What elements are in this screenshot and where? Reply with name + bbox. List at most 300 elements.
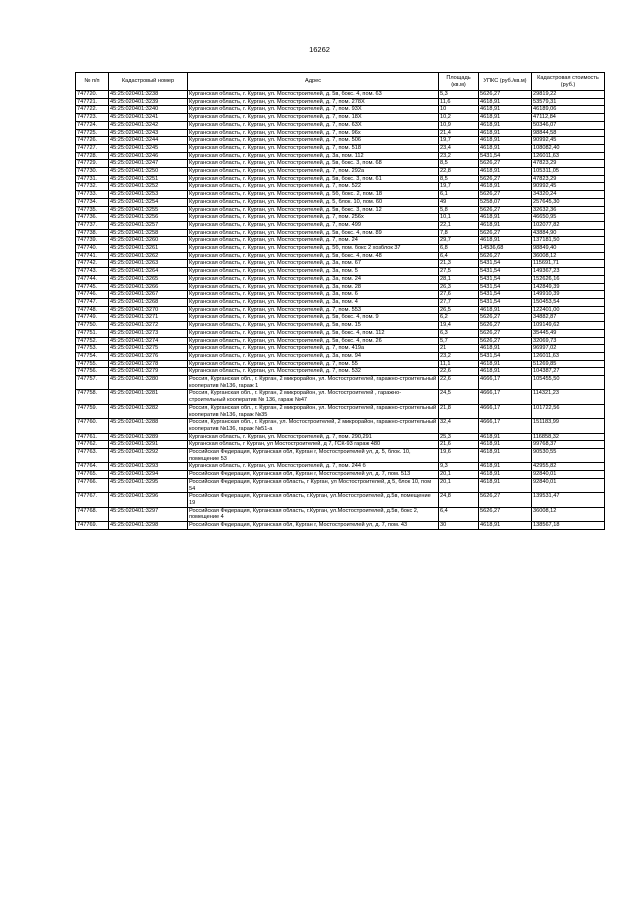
- table-row: [76, 507, 605, 521]
- row-number-cell: 747720.: [76, 91, 109, 99]
- upks-cell: 4618,91: [479, 98, 532, 106]
- address-cell: Курганская область, г. Курган, ул. Мостостроителей, д. 7, пом. 522: [188, 183, 439, 191]
- area-cell: 26,5: [439, 306, 479, 314]
- address-cell: Курганская область, г. Курган, ул. Мостостроителей, д. 7, пом. 553: [188, 306, 439, 314]
- row-number-cell: 747727.: [76, 144, 109, 152]
- row-number-cell: 747767.: [76, 493, 109, 507]
- table-row: [76, 175, 605, 183]
- cadastral-number-cell: 45:25:020401:3255: [109, 206, 188, 214]
- row-number-cell: 747721.: [76, 98, 109, 106]
- row-number-cell: 747735.: [76, 206, 109, 214]
- table-row: [76, 221, 605, 229]
- area-cell: 49: [439, 198, 479, 206]
- upks-cell: 4618,91: [479, 114, 532, 122]
- table-row: [76, 237, 605, 245]
- area-cell: 24,8: [439, 493, 479, 507]
- table-row: [76, 229, 605, 237]
- row-number-cell: 747746.: [76, 291, 109, 299]
- area-cell: 22,1: [439, 221, 479, 229]
- upks-cell: 4618,91: [479, 449, 532, 463]
- row-number-cell: 747748.: [76, 306, 109, 314]
- area-cell: 22,8: [439, 168, 479, 176]
- header-address: Адрес: [188, 73, 439, 91]
- row-number-cell: 747749.: [76, 314, 109, 322]
- cadastral-value-cell: 34882,87: [532, 314, 605, 322]
- address-cell: Курганская область, г. Курган, ул. Мостостроителей, д. 3а, пом. 24: [188, 275, 439, 283]
- cadastral-number-cell: 45:25:020401:3260: [109, 237, 188, 245]
- address-cell: Курганская область, г. Курган, ул. Мостостроителей, д. 5б, бокс. 2, пом. 18: [188, 191, 439, 199]
- area-cell: 6,2: [439, 314, 479, 322]
- cadastral-value-cell: 105311,05: [532, 168, 605, 176]
- table-row: [76, 106, 605, 114]
- cadastral-number-cell: 45:25:020401:3294: [109, 471, 188, 479]
- cadastral-value-cell: 36008,12: [532, 252, 605, 260]
- cadastral-value-cell: 102077,82: [532, 221, 605, 229]
- area-cell: 29,7: [439, 237, 479, 245]
- table-row: [76, 268, 605, 276]
- cadastral-number-cell: 45:25:020401:3256: [109, 214, 188, 222]
- cadastral-value-cell: 99768,37: [532, 441, 605, 449]
- upks-cell: 5258,07: [479, 198, 532, 206]
- row-number-cell: 747747.: [76, 298, 109, 306]
- cadastral-number-cell: 45:25:020401:3288: [109, 419, 188, 433]
- cadastral-value-cell: 92840,01: [532, 478, 605, 492]
- cadastral-value-cell: 98844,58: [532, 129, 605, 137]
- cadastral-number-cell: 45:25:020401:3282: [109, 404, 188, 418]
- row-number-cell: 747724.: [76, 121, 109, 129]
- upks-cell: 5431,54: [479, 283, 532, 291]
- table-row: [76, 206, 605, 214]
- table-row: [76, 129, 605, 137]
- row-number-cell: 747730.: [76, 168, 109, 176]
- upks-cell: 4618,91: [479, 221, 532, 229]
- cadastral-number-cell: 45:25:020401:3271: [109, 314, 188, 322]
- area-cell: 8,5: [439, 175, 479, 183]
- row-number-cell: 747740.: [76, 245, 109, 253]
- cadastral-value-cell: 34320,24: [532, 191, 605, 199]
- cadastral-number-cell: 45:25:020401:3252: [109, 183, 188, 191]
- cadastral-value-cell: 137181,50: [532, 237, 605, 245]
- cadastral-value-cell: 51269,85: [532, 360, 605, 368]
- cadastral-value-cell: 114321,23: [532, 390, 605, 404]
- table-row: [76, 404, 605, 418]
- upks-cell: 5431,54: [479, 291, 532, 299]
- upks-cell: 4618,91: [479, 433, 532, 441]
- upks-cell: 5626,27: [479, 329, 532, 337]
- cadastral-number-cell: 45:25:020401:3293: [109, 463, 188, 471]
- upks-cell: 5626,27: [479, 252, 532, 260]
- area-cell: 11,6: [439, 98, 479, 106]
- table-row: [76, 337, 605, 345]
- row-number-cell: 747761.: [76, 433, 109, 441]
- cadastral-value-cell: 152626,16: [532, 275, 605, 283]
- area-cell: 21,3: [439, 260, 479, 268]
- cadastral-number-cell: 45:25:020401:3266: [109, 283, 188, 291]
- area-cell: 20,1: [439, 478, 479, 492]
- row-number-cell: 747745.: [76, 283, 109, 291]
- upks-cell: 5626,27: [479, 91, 532, 99]
- row-number-cell: 747728.: [76, 152, 109, 160]
- address-cell: Российская Федерация, Курганская обл, Курган г, Мостостроителей ул, д. 7, пом. 513: [188, 471, 439, 479]
- address-cell: Россия, Курганская обл., г. Курган, 2 микрорайон, ул. Мостостроителей, гаражно-строительный кооператив №136, гараж №35: [188, 404, 439, 418]
- cadastral-value-cell: 46650,95: [532, 214, 605, 222]
- address-cell: Курганская область, г. Курган, ул. Мостостроителей, д. 5, блок. 10, пом. 60: [188, 198, 439, 206]
- header-cadastral-value: Кадастровая стоимость (руб.): [532, 73, 605, 91]
- area-cell: 9,3: [439, 463, 479, 471]
- address-cell: Курганская область, г. Курган, ул. Мостостроителей, д. 5б, пом. бокс 2 хозблок 37: [188, 245, 439, 253]
- table-row: [76, 114, 605, 122]
- area-cell: 27,7: [439, 298, 479, 306]
- area-cell: 23,2: [439, 352, 479, 360]
- table-row: [76, 419, 605, 433]
- cadastral-number-cell: 45:25:020401:3289: [109, 433, 188, 441]
- row-number-cell: 747754.: [76, 352, 109, 360]
- address-cell: Российская Федерация, Курганская область, г.Курган, ул.Мостостроителей, д.5в, помещение 19: [188, 493, 439, 507]
- area-cell: 8,5: [439, 160, 479, 168]
- upks-cell: 5431,54: [479, 260, 532, 268]
- cadastral-number-cell: 45:25:020401:3261: [109, 245, 188, 253]
- table-row: [76, 121, 605, 129]
- address-cell: Курганская область, г. Курган, ул. Мостостроителей, д. 3а, пом. 67: [188, 260, 439, 268]
- cadastral-number-cell: 45:25:020401:3273: [109, 329, 188, 337]
- row-number-cell: 747755.: [76, 360, 109, 368]
- upks-cell: 4618,91: [479, 106, 532, 114]
- table-row: [76, 275, 605, 283]
- upks-cell: 4618,91: [479, 441, 532, 449]
- table-row: [76, 314, 605, 322]
- upks-cell: 5626,27: [479, 493, 532, 507]
- upks-cell: 5626,27: [479, 337, 532, 345]
- area-cell: 6,4: [439, 252, 479, 260]
- address-cell: Курганская область, г. Курган, ул. Мостостроителей, д. 7, пом. 532: [188, 368, 439, 376]
- row-number-cell: 747726.: [76, 137, 109, 145]
- area-cell: 21,4: [439, 129, 479, 137]
- table-row: [76, 152, 605, 160]
- address-cell: Курганская область, г. Курган, ул. Мостостроителей, д. 5в, бокс. 4, пом. 63: [188, 91, 439, 99]
- upks-cell: 4618,91: [479, 144, 532, 152]
- area-cell: 21,8: [439, 404, 479, 418]
- cadastral-value-table: [75, 72, 605, 530]
- upks-cell: 5431,54: [479, 152, 532, 160]
- row-number-cell: 747763.: [76, 449, 109, 463]
- cadastral-number-cell: 45:25:020401:3278: [109, 360, 188, 368]
- cadastral-value-cell: 96997,02: [532, 345, 605, 353]
- table-row: [76, 522, 605, 530]
- address-cell: Курганская область, г. Курган, ул. Мостостроителей, д. 7, пом. 244 б: [188, 463, 439, 471]
- cadastral-number-cell: 45:25:020401:3281: [109, 390, 188, 404]
- row-number-cell: 747741.: [76, 252, 109, 260]
- cadastral-number-cell: 45:25:020401:3262: [109, 252, 188, 260]
- table-row: [76, 306, 605, 314]
- cadastral-value-cell: 98849,40: [532, 245, 605, 253]
- table-row: [76, 245, 605, 253]
- address-cell: Российская Федерация, Курганская область, г.Курган, ул.Мостостроителей, д.5в, бокс 2, помещение 4: [188, 507, 439, 521]
- cadastral-value-cell: 109149,62: [532, 322, 605, 330]
- area-cell: 27,5: [439, 268, 479, 276]
- cadastral-value-cell: 47823,29: [532, 175, 605, 183]
- table-row: [76, 441, 605, 449]
- address-cell: Курганская область, г. Курган, ул. Мостостроителей, д. 7, пом. 292а: [188, 168, 439, 176]
- cadastral-value-cell: 138567,18: [532, 522, 605, 530]
- table-row: [76, 471, 605, 479]
- upks-cell: 14536,68: [479, 245, 532, 253]
- area-cell: 5,3: [439, 91, 479, 99]
- upks-cell: 4618,91: [479, 345, 532, 353]
- address-cell: Курганская область, г. Курган, ул. Мостостроителей, д. 5в, бокс. 4, пом. 48: [188, 252, 439, 260]
- row-number-cell: 747750.: [76, 322, 109, 330]
- header-number: № п/п: [76, 73, 109, 91]
- upks-cell: 4618,91: [479, 478, 532, 492]
- row-number-cell: 747737.: [76, 221, 109, 229]
- address-cell: Россия, Курганская обл., г. Курган, 2 микрорайон, ул. Мостостроителей , гаражно-строительный кооператив № 136, гараж №47: [188, 390, 439, 404]
- row-number-cell: 747744.: [76, 275, 109, 283]
- cadastral-number-cell: 45:25:020401:3241: [109, 114, 188, 122]
- cadastral-number-cell: 45:25:020401:3295: [109, 478, 188, 492]
- table-row: [76, 183, 605, 191]
- address-cell: Курганская область, г. Курган, ул. Мостостроителей, д. 3а, пом. 4: [188, 298, 439, 306]
- row-number-cell: 747722.: [76, 106, 109, 114]
- table-row: [76, 368, 605, 376]
- area-cell: 19,7: [439, 183, 479, 191]
- cadastral-value-cell: 104387,27: [532, 368, 605, 376]
- upks-cell: 4618,91: [479, 168, 532, 176]
- area-cell: 7,8: [439, 229, 479, 237]
- area-cell: 11,1: [439, 360, 479, 368]
- upks-cell: 4618,91: [479, 471, 532, 479]
- area-cell: 22,6: [439, 376, 479, 390]
- address-cell: Курганская область, г. Курган, ул. Мостостроителей, д. 7, пом. 256х: [188, 214, 439, 222]
- cadastral-number-cell: 45:25:020401:3244: [109, 137, 188, 145]
- cadastral-value-cell: 115691,71: [532, 260, 605, 268]
- cadastral-value-cell: 142849,39: [532, 283, 605, 291]
- cadastral-value-cell: 92840,01: [532, 471, 605, 479]
- address-cell: Курганская область, г. Курган, ул. Мостостроителей, д. 3а, пом. 6: [188, 291, 439, 299]
- area-cell: 26,3: [439, 283, 479, 291]
- cadastral-value-cell: 122401,00: [532, 306, 605, 314]
- area-cell: 19,6: [439, 449, 479, 463]
- cadastral-value-cell: 257645,30: [532, 198, 605, 206]
- row-number-cell: 747742.: [76, 260, 109, 268]
- upks-cell: 5431,54: [479, 268, 532, 276]
- row-number-cell: 747739.: [76, 237, 109, 245]
- cadastral-value-cell: 90992,45: [532, 183, 605, 191]
- area-cell: 5,8: [439, 206, 479, 214]
- row-number-cell: 747762.: [76, 441, 109, 449]
- upks-cell: 5626,27: [479, 206, 532, 214]
- area-cell: 27,6: [439, 291, 479, 299]
- cadastral-number-cell: 45:25:020401:3274: [109, 337, 188, 345]
- cadastral-number-cell: 45:25:020401:3247: [109, 160, 188, 168]
- address-cell: Курганская область, г. Курган, ул. Мостостроителей, д. 5в, бокс. 4, пом. 9: [188, 314, 439, 322]
- row-number-cell: 747769.: [76, 522, 109, 530]
- cadastral-number-cell: 45:25:020401:3251: [109, 175, 188, 183]
- header-cadastral-number: Кадастровый номер: [109, 73, 188, 91]
- upks-cell: 5626,27: [479, 507, 532, 521]
- cadastral-number-cell: 45:25:020401:3267: [109, 291, 188, 299]
- address-cell: Россия, Курганская обл., г. Курган, ул. Мостостроителей, 2 микрорайон, гаражно-строительный кооператив №136, гараж №51-а: [188, 419, 439, 433]
- table-row: [76, 144, 605, 152]
- table-row: [76, 198, 605, 206]
- address-cell: Российская Федерация, Курганская область, г Курган, ул Мостостроителей, д 5, блок 10, пом 54: [188, 478, 439, 492]
- row-number-cell: 747731.: [76, 175, 109, 183]
- header-upks: УПКС (руб./кв.м): [479, 73, 532, 91]
- area-cell: 21,6: [439, 441, 479, 449]
- cadastral-number-cell: 45:25:020401:3245: [109, 144, 188, 152]
- area-cell: 20,1: [439, 471, 479, 479]
- address-cell: Курганская область, г. Курган, ул. Мостостроителей, д. 3а, пом. 5: [188, 268, 439, 276]
- row-number-cell: 747766.: [76, 478, 109, 492]
- cadastral-value-cell: 50346,07: [532, 121, 605, 129]
- page-number: 16262: [309, 45, 330, 54]
- address-cell: Курганская область, г. Курган, ул. Мостостроителей, д. 7, пом. 499: [188, 221, 439, 229]
- table-row: [76, 345, 605, 353]
- upks-cell: 4618,91: [479, 360, 532, 368]
- area-cell: 19,7: [439, 137, 479, 145]
- table-row: [76, 283, 605, 291]
- upks-cell: 4618,91: [479, 129, 532, 137]
- upks-cell: 4618,91: [479, 306, 532, 314]
- upks-cell: 4618,91: [479, 522, 532, 530]
- row-number-cell: 747759.: [76, 404, 109, 418]
- cadastral-value-cell: 149910,39: [532, 291, 605, 299]
- cadastral-value-cell: 126011,63: [532, 352, 605, 360]
- table-row: [76, 214, 605, 222]
- upks-cell: 4618,91: [479, 368, 532, 376]
- row-number-cell: 747723.: [76, 114, 109, 122]
- area-cell: 23,4: [439, 144, 479, 152]
- table-row: [76, 322, 605, 330]
- upks-cell: 5431,54: [479, 275, 532, 283]
- area-cell: 10,2: [439, 114, 479, 122]
- address-cell: Курганская область, г. Курган, ул. Мостостроителей, д. 3а, пом. 28: [188, 283, 439, 291]
- upks-cell: 5626,27: [479, 322, 532, 330]
- address-cell: Российская Федерация, Курганская обл, Курган г, Мостостроителей ул, д. 5, блок. 10, помещение 53: [188, 449, 439, 463]
- cadastral-value-cell: 53579,31: [532, 98, 605, 106]
- address-cell: Курганская область, г. Курган, ул. Мостостроителей, д. 7, пом. 518: [188, 144, 439, 152]
- address-cell: Россия, Курганская обл., г. Курган, 2 микрорайон, ул. Мостостроителей, гаражно-строительный кооператив №136, гараж 1: [188, 376, 439, 390]
- cadastral-number-cell: 45:25:020401:3242: [109, 121, 188, 129]
- cadastral-value-cell: 35445,49: [532, 329, 605, 337]
- area-cell: 10,9: [439, 121, 479, 129]
- address-cell: Курганская область, г. Курган, ул. Мостостроителей, д. 7, пом. 419а: [188, 345, 439, 353]
- cadastral-number-cell: 45:25:020401:3298: [109, 522, 188, 530]
- cadastral-value-cell: 36008,12: [532, 507, 605, 521]
- upks-cell: 5431,54: [479, 298, 532, 306]
- row-number-cell: 747734.: [76, 198, 109, 206]
- cadastral-number-cell: 45:25:020401:3297: [109, 507, 188, 521]
- table-row: [76, 191, 605, 199]
- area-cell: 30: [439, 522, 479, 530]
- area-cell: 25,3: [439, 433, 479, 441]
- cadastral-number-cell: 45:25:020401:3253: [109, 191, 188, 199]
- upks-cell: 4666,17: [479, 376, 532, 390]
- cadastral-value-cell: 108082,40: [532, 144, 605, 152]
- table-row: [76, 291, 605, 299]
- area-cell: 5,7: [439, 337, 479, 345]
- area-cell: 21: [439, 345, 479, 353]
- cadastral-value-cell: 149367,23: [532, 268, 605, 276]
- table-row: [76, 493, 605, 507]
- area-cell: 24,5: [439, 390, 479, 404]
- upks-cell: 5626,27: [479, 191, 532, 199]
- cadastral-value-cell: 32632,36: [532, 206, 605, 214]
- table-row: [76, 168, 605, 176]
- cadastral-value-cell: 90992,45: [532, 137, 605, 145]
- address-cell: Курганская область, г. Курган, ул. Мостостроителей, д. 5в, бокс. 3, пом. 61: [188, 175, 439, 183]
- cadastral-number-cell: 45:25:020401:3296: [109, 493, 188, 507]
- table-row: [76, 449, 605, 463]
- cadastral-value-cell: 139531,47: [532, 493, 605, 507]
- upks-cell: 4618,91: [479, 214, 532, 222]
- cadastral-number-cell: 45:25:020401:3292: [109, 449, 188, 463]
- row-number-cell: 747753.: [76, 345, 109, 353]
- table-row: [76, 160, 605, 168]
- table-row: [76, 390, 605, 404]
- cadastral-value-cell: 32069,73: [532, 337, 605, 345]
- table-row: [76, 433, 605, 441]
- address-cell: Курганская область, г. Курган, ул. Мостостроителей, д. 3а, пом. 94: [188, 352, 439, 360]
- table-row: [76, 98, 605, 106]
- cadastral-number-cell: 45:25:020401:3270: [109, 306, 188, 314]
- table-body: [76, 91, 605, 530]
- cadastral-value-cell: 116858,32: [532, 433, 605, 441]
- cadastral-number-cell: 45:25:020401:3268: [109, 298, 188, 306]
- row-number-cell: 747733.: [76, 191, 109, 199]
- table-row: [76, 137, 605, 145]
- address-cell: Курганская область, г. Курган, ул. Мостостроителей, д. 7, пом. 55: [188, 360, 439, 368]
- area-cell: 6,1: [439, 191, 479, 199]
- table-row: [76, 376, 605, 390]
- table-row: [76, 260, 605, 268]
- upks-cell: 4618,91: [479, 183, 532, 191]
- cadastral-number-cell: 45:25:020401:3265: [109, 275, 188, 283]
- cadastral-value-cell: 43884,90: [532, 229, 605, 237]
- address-cell: Российская Федерация, Курганская обл, Курган г, Мостостроителей ул, д. 7, пом. 43: [188, 522, 439, 530]
- address-cell: Курганская область, г. Курган, ул. Мостостроителей, д. 7, пом. 96х: [188, 129, 439, 137]
- table-row: [76, 298, 605, 306]
- row-number-cell: 747765.: [76, 471, 109, 479]
- row-number-cell: 747751.: [76, 329, 109, 337]
- upks-cell: 5626,27: [479, 160, 532, 168]
- cadastral-value-cell: 47823,29: [532, 160, 605, 168]
- area-cell: 6,4: [439, 507, 479, 521]
- cadastral-value-cell: 150453,54: [532, 298, 605, 306]
- table-row: [76, 478, 605, 492]
- cadastral-number-cell: 45:25:020401:3250: [109, 168, 188, 176]
- address-cell: Курганская область, г. Курган, ул. Мостостроителей, д. 5в, бокс. 3, пом. 68: [188, 160, 439, 168]
- area-cell: 32,4: [439, 419, 479, 433]
- table-row: [76, 463, 605, 471]
- upks-cell: 4618,91: [479, 137, 532, 145]
- cadastral-value-cell: 42955,82: [532, 463, 605, 471]
- row-number-cell: 747757.: [76, 376, 109, 390]
- area-cell: 23,2: [439, 152, 479, 160]
- row-number-cell: 747732.: [76, 183, 109, 191]
- upks-cell: 5626,27: [479, 175, 532, 183]
- table-row: [76, 360, 605, 368]
- cadastral-number-cell: 45:25:020401:3254: [109, 198, 188, 206]
- cadastral-number-cell: 45:25:020401:3258: [109, 229, 188, 237]
- address-cell: Курганская область, г. Курган, ул. Мостостроителей, д. 7, пом. 93Х: [188, 106, 439, 114]
- table-row: [76, 329, 605, 337]
- cadastral-number-cell: 45:25:020401:3238: [109, 91, 188, 99]
- row-number-cell: 747760.: [76, 419, 109, 433]
- upks-cell: 5626,27: [479, 314, 532, 322]
- address-cell: Курганская область, г. Курган, ул. Мостостроителей, д. 5в, пом. 15: [188, 322, 439, 330]
- address-cell: Курганская область, г. Курган, ул. Мостостроителей, д. 5в, бокс. 4, пом. 89: [188, 229, 439, 237]
- cadastral-number-cell: 45:25:020401:3257: [109, 221, 188, 229]
- table-row: [76, 91, 605, 99]
